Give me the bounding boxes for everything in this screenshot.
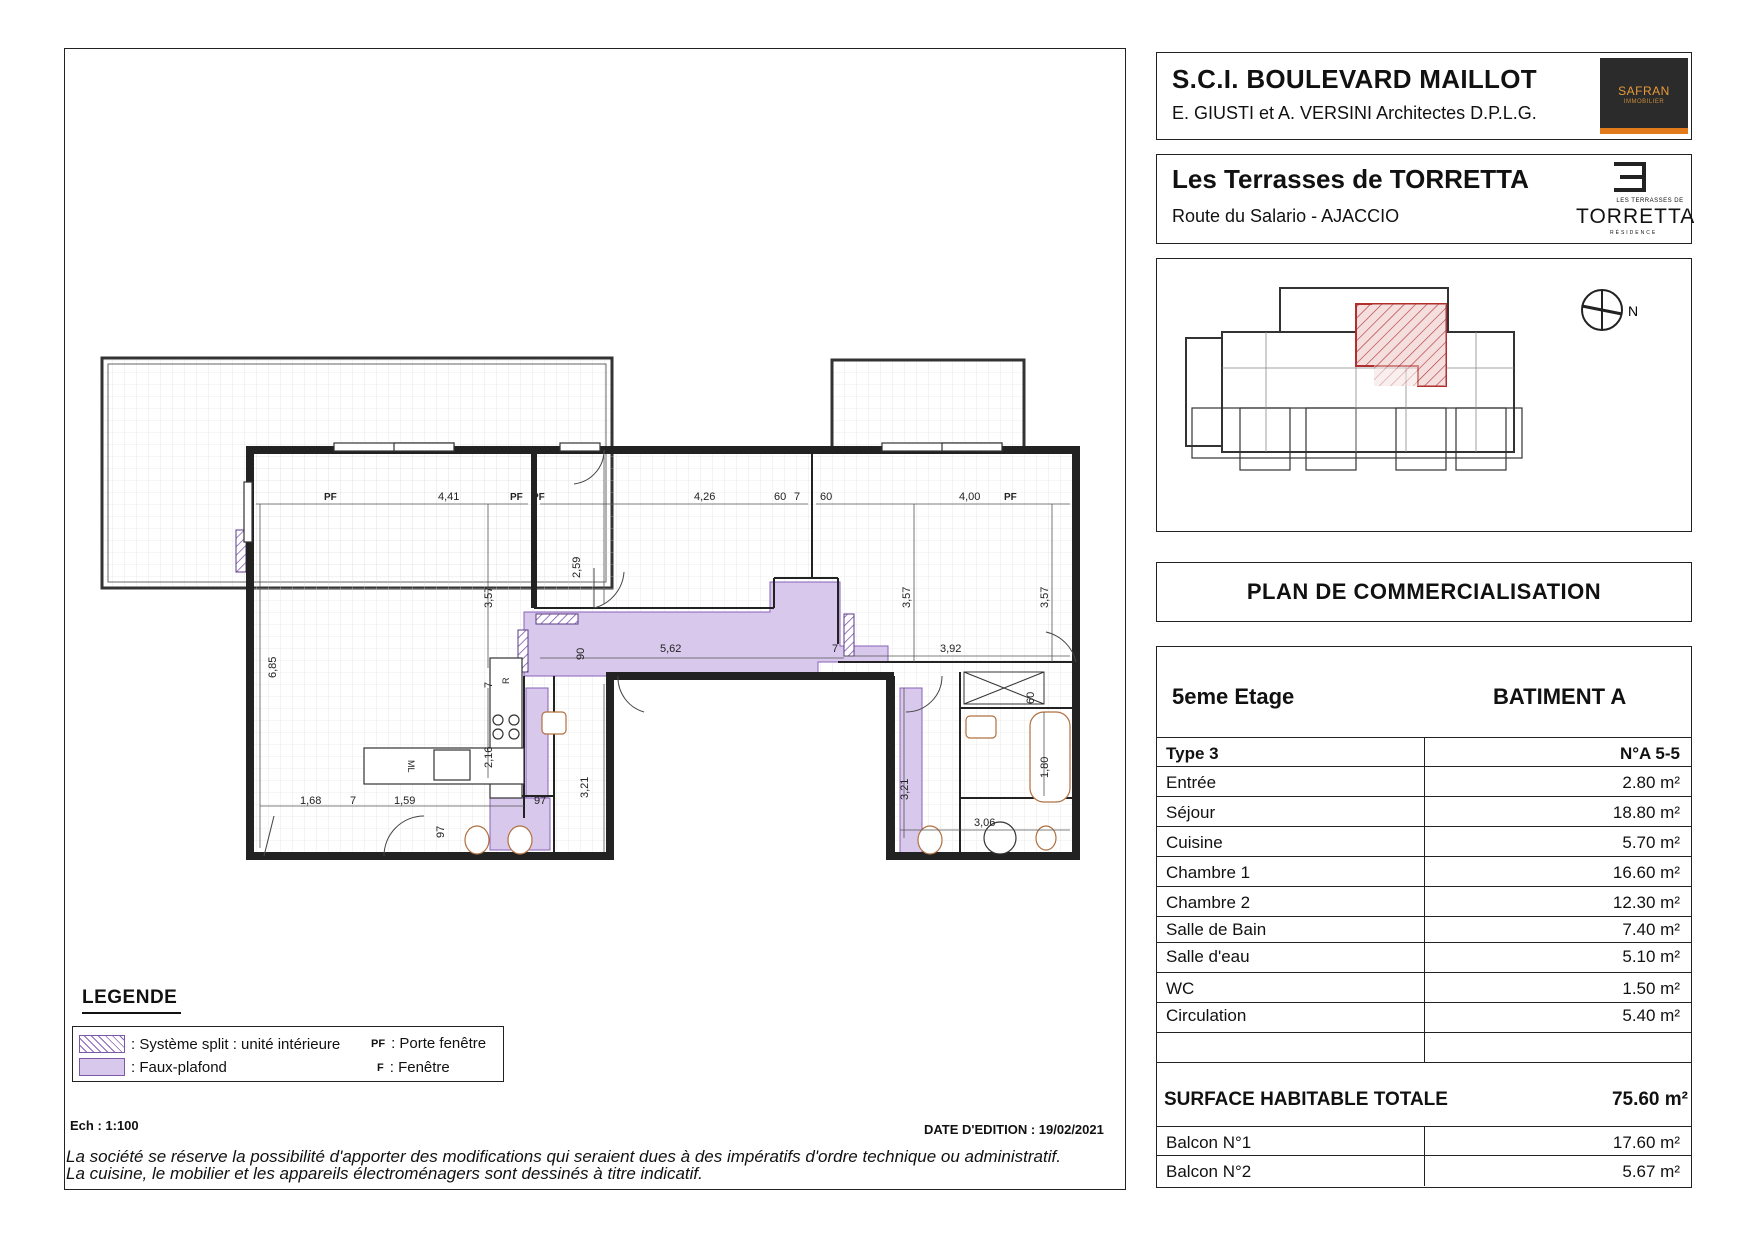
room-area: 5.10 m² <box>1622 947 1680 966</box>
dim-426: 4,26 <box>694 491 716 503</box>
pf-label-4: PF <box>324 492 337 503</box>
torretta-logo-icon <box>1610 160 1650 194</box>
legend-faux-plafond-label: : Faux-plafond <box>131 1058 227 1076</box>
split-swatch <box>79 1035 125 1053</box>
disclaimer-line-1: La société se réserve la possibilité d'apporter des modifications qui seraient dues à des impératifs d'ordre technique ou administratif. <box>66 1147 1061 1166</box>
safran-logo-text: SAFRAN <box>1618 84 1670 98</box>
dim-7b: 7 <box>832 643 839 655</box>
dim-321b: 3,21 <box>899 778 911 800</box>
balcony-name: Balcon N°1 <box>1166 1133 1252 1152</box>
compass-label: N <box>1628 303 1639 319</box>
key-plan <box>1156 258 1692 532</box>
torretta-logo-small: LES TERRASSES DE <box>1616 198 1684 204</box>
torretta-logo-res: RÉSIDENCE <box>1610 230 1658 236</box>
dim-259: 2,59 <box>571 556 583 578</box>
legend-box <box>72 1026 504 1082</box>
washer-label: ML <box>406 760 416 773</box>
room-area: 1.50 m² <box>1622 979 1680 998</box>
room-name: Cuisine <box>1166 833 1223 852</box>
pf-label-3: PF <box>1004 492 1017 503</box>
dim-392: 3,92 <box>940 643 962 655</box>
dim-685: 6,85 <box>267 656 279 678</box>
project-address: Route du Salario - AJACCIO <box>1172 206 1400 226</box>
room-area: 5.40 m² <box>1622 1006 1680 1025</box>
room-name: Circulation <box>1166 1006 1247 1025</box>
torretta-logo-big: TORRETTA <box>1576 205 1696 228</box>
legend-row-f <box>377 1059 450 1076</box>
room-name: Chambre 2 <box>1166 893 1251 912</box>
dim-97a: 97 <box>435 825 447 838</box>
unit-number: N°A 5-5 <box>1619 744 1680 763</box>
legend-row-split <box>79 1035 340 1053</box>
balcony-name: Balcon N°2 <box>1166 1162 1252 1181</box>
dim-357a: 3,57 <box>483 586 495 608</box>
total-value: 75.60 m² <box>1611 1089 1688 1110</box>
legend-split-label: : Système split : unité intérieure <box>131 1035 341 1053</box>
total-label: SURFACE HABITABLE TOTALE <box>1164 1089 1448 1110</box>
dim-97b: 97 <box>534 795 547 807</box>
room-name: WC <box>1166 979 1195 998</box>
room-area: 18.80 m² <box>1612 803 1680 822</box>
dim-306: 3,06 <box>974 817 996 829</box>
architects: E. GIUSTI et A. VERSINI Architectes D.P.L.G. <box>1172 103 1537 123</box>
table-divider <box>1424 1126 1425 1186</box>
room-name: Séjour <box>1166 803 1216 822</box>
dim-357c: 3,57 <box>1039 586 1051 608</box>
legend-title: LEGENDE <box>82 987 181 1014</box>
company-name: S.C.I. BOULEVARD MAILLOT <box>1172 64 1537 94</box>
legend-pf-abbr: PF <box>371 1037 386 1050</box>
room-area: 12.30 m² <box>1612 893 1680 912</box>
dim-60c: 60 <box>1025 691 1037 704</box>
disclaimer <box>66 1148 1061 1182</box>
legend-f-abbr: F <box>377 1061 384 1074</box>
floor-plan <box>64 48 1126 1190</box>
legend-f-label: : Fenêtre <box>389 1059 450 1076</box>
faux-plafond-swatch <box>79 1058 125 1076</box>
dim-400: 4,00 <box>959 491 981 503</box>
legend-row-pf <box>371 1035 486 1052</box>
balcony-right <box>832 360 1024 450</box>
room-name: Entrée <box>1166 773 1217 792</box>
dim-7d: 7 <box>350 795 357 807</box>
room-area: 5.70 m² <box>1622 833 1680 852</box>
room-area: 16.60 m² <box>1612 863 1680 882</box>
edition-date: DATE D'EDITION : 19/02/2021 <box>924 1122 1104 1137</box>
project-name: Les Terrasses de TORRETTA <box>1172 164 1529 194</box>
dim-441: 4,41 <box>438 491 460 503</box>
section-title: PLAN DE COMMERCIALISATION <box>1156 562 1692 622</box>
room-name: Salle d'eau <box>1166 947 1250 966</box>
unit-type: Type 3 <box>1166 744 1219 763</box>
legend-row-faux-plafond <box>79 1058 227 1076</box>
dim-7c: 7 <box>483 681 495 688</box>
room-name: Salle de Bain <box>1166 920 1267 939</box>
balcony-area: 17.60 m² <box>1612 1133 1680 1152</box>
legend-pf-label: : Porte fenêtre <box>391 1035 487 1052</box>
dim-216: 2,16 <box>483 746 495 768</box>
disclaimer-line-2: La cuisine, le mobilier et les appareils électroménagers sont dessinés à titre indicatif. <box>66 1164 703 1183</box>
balcony-area: 5.67 m² <box>1622 1162 1680 1181</box>
building-label: BATIMENT A <box>1493 684 1627 709</box>
dim-562: 5,62 <box>660 643 682 655</box>
pf-label-1: PF <box>510 492 523 503</box>
dim-60b: 60 <box>820 491 833 503</box>
dim-7a: 7 <box>794 491 801 503</box>
table-divider <box>1424 737 1425 1063</box>
compass-icon <box>1582 290 1622 330</box>
dim-357b: 3,57 <box>901 586 913 608</box>
scale-label: Ech : 1:100 <box>70 1118 139 1133</box>
pf-label-2: PF <box>532 492 545 503</box>
safran-logo-sub: IMMOBILIER <box>1623 99 1665 105</box>
dim-159: 1,59 <box>394 795 416 807</box>
dim-168: 1,68 <box>300 795 322 807</box>
floor-label: 5eme Etage <box>1172 684 1295 709</box>
safran-logo <box>1600 58 1688 134</box>
fridge-label: R <box>501 677 511 684</box>
room-area: 7.40 m² <box>1622 920 1680 939</box>
room-name: Chambre 1 <box>1166 863 1251 882</box>
dim-60a: 60 <box>774 491 787 503</box>
room-area: 2.80 m² <box>1622 773 1680 792</box>
dim-90: 90 <box>575 647 587 660</box>
dim-321a: 3,21 <box>579 776 591 798</box>
dim-180: 1,80 <box>1039 756 1051 778</box>
